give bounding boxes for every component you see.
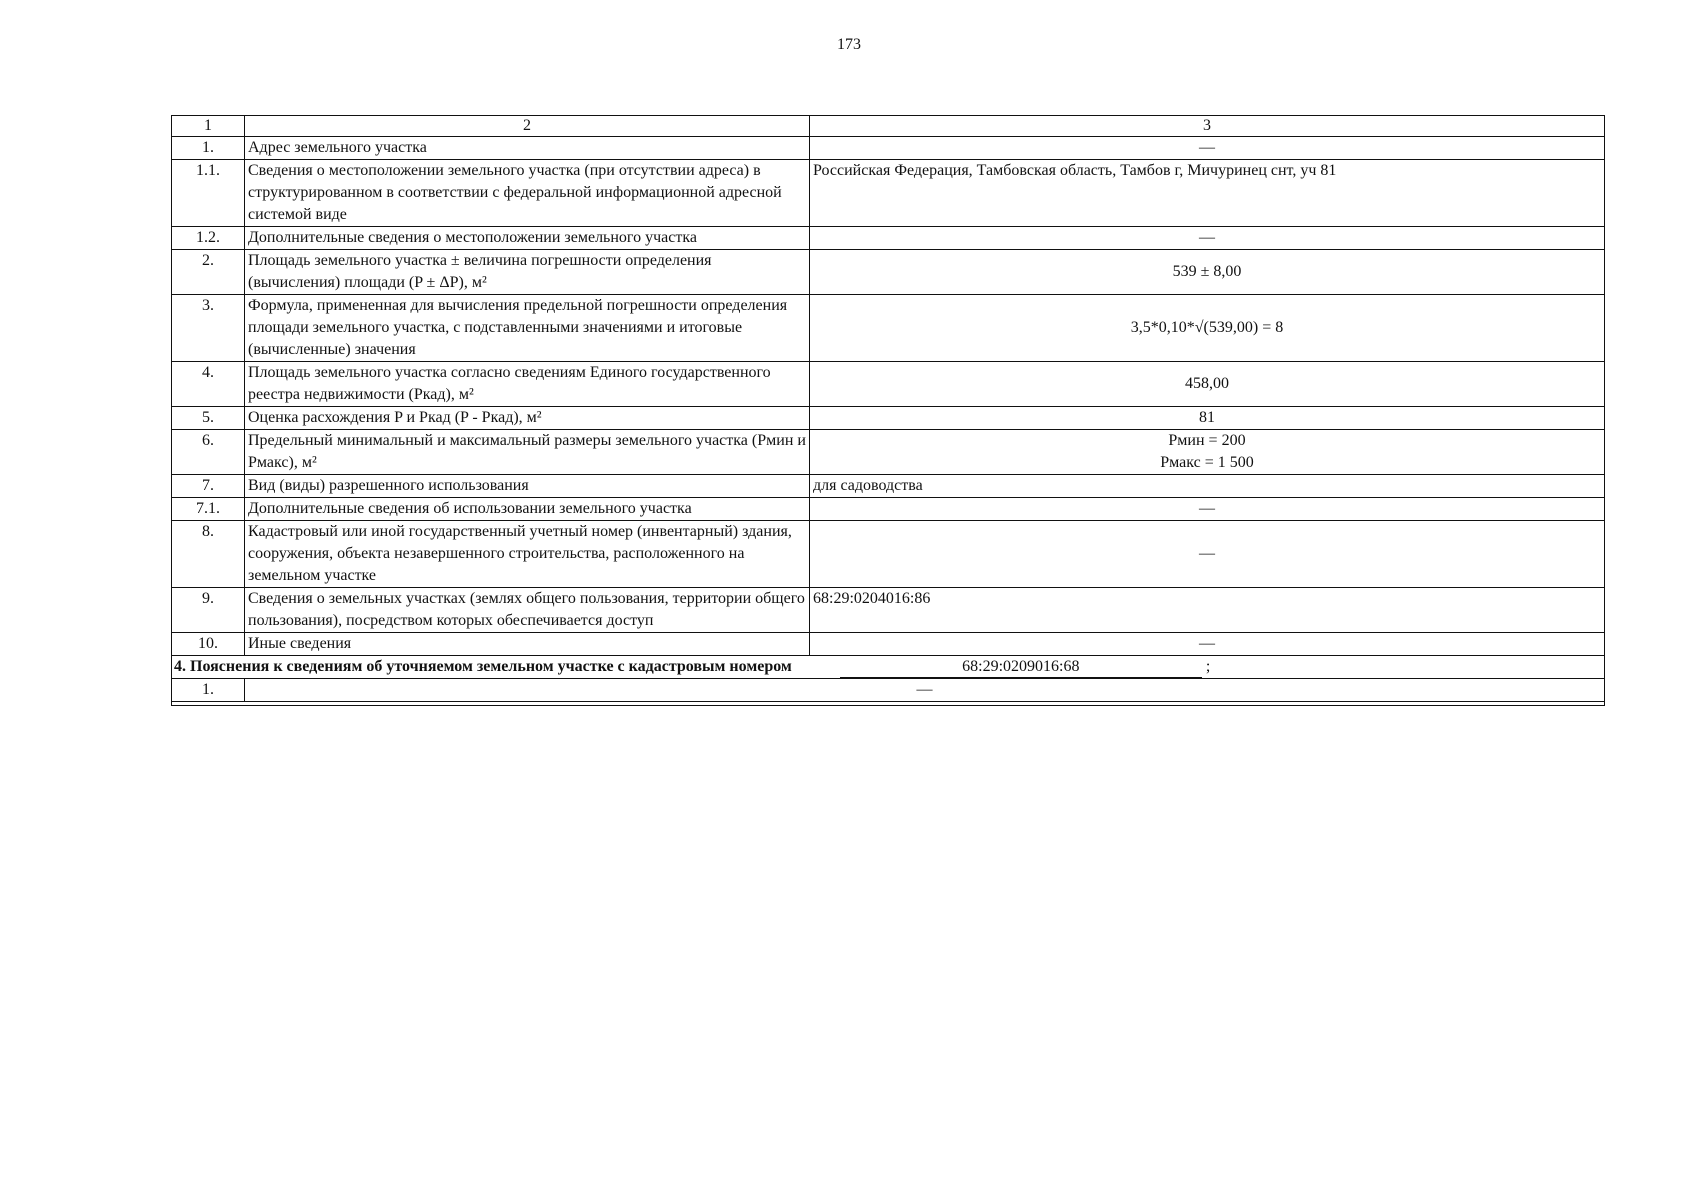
row-number: 1. <box>172 679 245 702</box>
row-value: — <box>810 227 1605 250</box>
p-max-value: Pмакс = 1 500 <box>1160 454 1254 471</box>
row-value: — <box>810 633 1605 656</box>
row-number: 7. <box>172 475 245 498</box>
row-label: Сведения о местоположении земельного участка (при отсутствии адреса) в структурированном в соответствии с федеральной информационной адресной системой виде <box>245 160 810 227</box>
table-row <box>172 407 1605 430</box>
section-4-cadastral-number: 68:29:0209016:68 <box>840 656 1202 678</box>
table-row <box>172 362 1605 407</box>
row-value: 458,00 <box>810 362 1605 407</box>
row-number: 1.2. <box>172 227 245 250</box>
table-row <box>172 679 1605 702</box>
row-label: Вид (виды) разрешенного использования <box>245 475 810 498</box>
table-header-row <box>172 116 1605 137</box>
row-value: 68:29:0204016:86 <box>810 588 1605 633</box>
table-row <box>172 227 1605 250</box>
page-number: 173 <box>837 36 861 53</box>
header-col-3: 3 <box>810 116 1605 137</box>
row-number: 9. <box>172 588 245 633</box>
row-label: Площадь земельного участка ± величина погрешности определения (вычисления) площади (P ± ΔP), м² <box>245 250 810 295</box>
section-4-heading-row <box>172 656 1605 679</box>
table-row <box>172 498 1605 521</box>
table-bottom-rule <box>172 702 1605 706</box>
row-value: 3,5*0,10*√(539,00) = 8 <box>810 295 1605 362</box>
row-value: Российская Федерация, Тамбовская область, Тамбов г, Мичуринец снт, уч 81 <box>810 160 1605 227</box>
table-row <box>172 430 1605 475</box>
row-value: — <box>810 521 1605 588</box>
row-label: Дополнительные сведения о местоположении земельного участка <box>245 227 810 250</box>
row-label: Дополнительные сведения об использовании земельного участка <box>245 498 810 521</box>
row-number: 7.1. <box>172 498 245 521</box>
row-number: 10. <box>172 633 245 656</box>
row-number: 2. <box>172 250 245 295</box>
row-label: Оценка расхождения P и Pкад (P - Pкад), м² <box>245 407 810 430</box>
row-value: — <box>810 137 1605 160</box>
row-number: 3. <box>172 295 245 362</box>
row-label: Адрес земельного участка <box>245 137 810 160</box>
table-row <box>172 521 1605 588</box>
row-value: 539 ± 8,00 <box>810 250 1605 295</box>
bottom-rule-cell <box>172 702 1605 706</box>
row-label: Иные сведения <box>245 633 810 656</box>
header-col-2: 2 <box>245 116 810 137</box>
table-row <box>172 633 1605 656</box>
row-number: 8. <box>172 521 245 588</box>
table-row <box>172 250 1605 295</box>
row-number: 6. <box>172 430 245 475</box>
row-number: 5. <box>172 407 245 430</box>
row-label: Сведения о земельных участках (землях общего пользования, территории общего пользования), посредством которых обеспечивается доступ <box>245 588 810 633</box>
row-value: — <box>245 679 1605 702</box>
row-value-pair <box>810 430 1605 475</box>
section-4-title: 4. Пояснения к сведениям об уточняемом земельном участке с кадастровым номером <box>174 658 792 675</box>
table-row <box>172 475 1605 498</box>
row-label: Формула, примененная для вычисления предельной погрешности определения площади земельного участка, с подставленными значениями и итоговые (вычисленные) значения <box>245 295 810 362</box>
row-value: для садоводства <box>810 475 1605 498</box>
row-number: 4. <box>172 362 245 407</box>
table-row <box>172 295 1605 362</box>
table-row <box>172 137 1605 160</box>
row-value: — <box>810 498 1605 521</box>
section-4-heading <box>172 656 1605 679</box>
row-label: Площадь земельного участка согласно сведениям Единого государственного реестра недвижимости (Pкад), м² <box>245 362 810 407</box>
table-row <box>172 160 1605 227</box>
table-row <box>172 588 1605 633</box>
row-label: Предельный минимальный и максимальный размеры земельного участка (Pмин и Pмакс), м² <box>245 430 810 475</box>
row-label: Кадастровый или иной государственный учетный номер (инвентарный) здания, сооружения, объекта незавершенного строительства, расположенного на земельном участке <box>245 521 810 588</box>
row-value: 81 <box>810 407 1605 430</box>
header-col-1: 1 <box>172 116 245 137</box>
row-number: 1. <box>172 137 245 160</box>
section-4-colon: ; <box>1205 658 1211 675</box>
p-min-value: Pмин = 200 <box>1168 432 1246 449</box>
land-plot-info-table <box>171 115 1605 706</box>
row-number: 1.1. <box>172 160 245 227</box>
